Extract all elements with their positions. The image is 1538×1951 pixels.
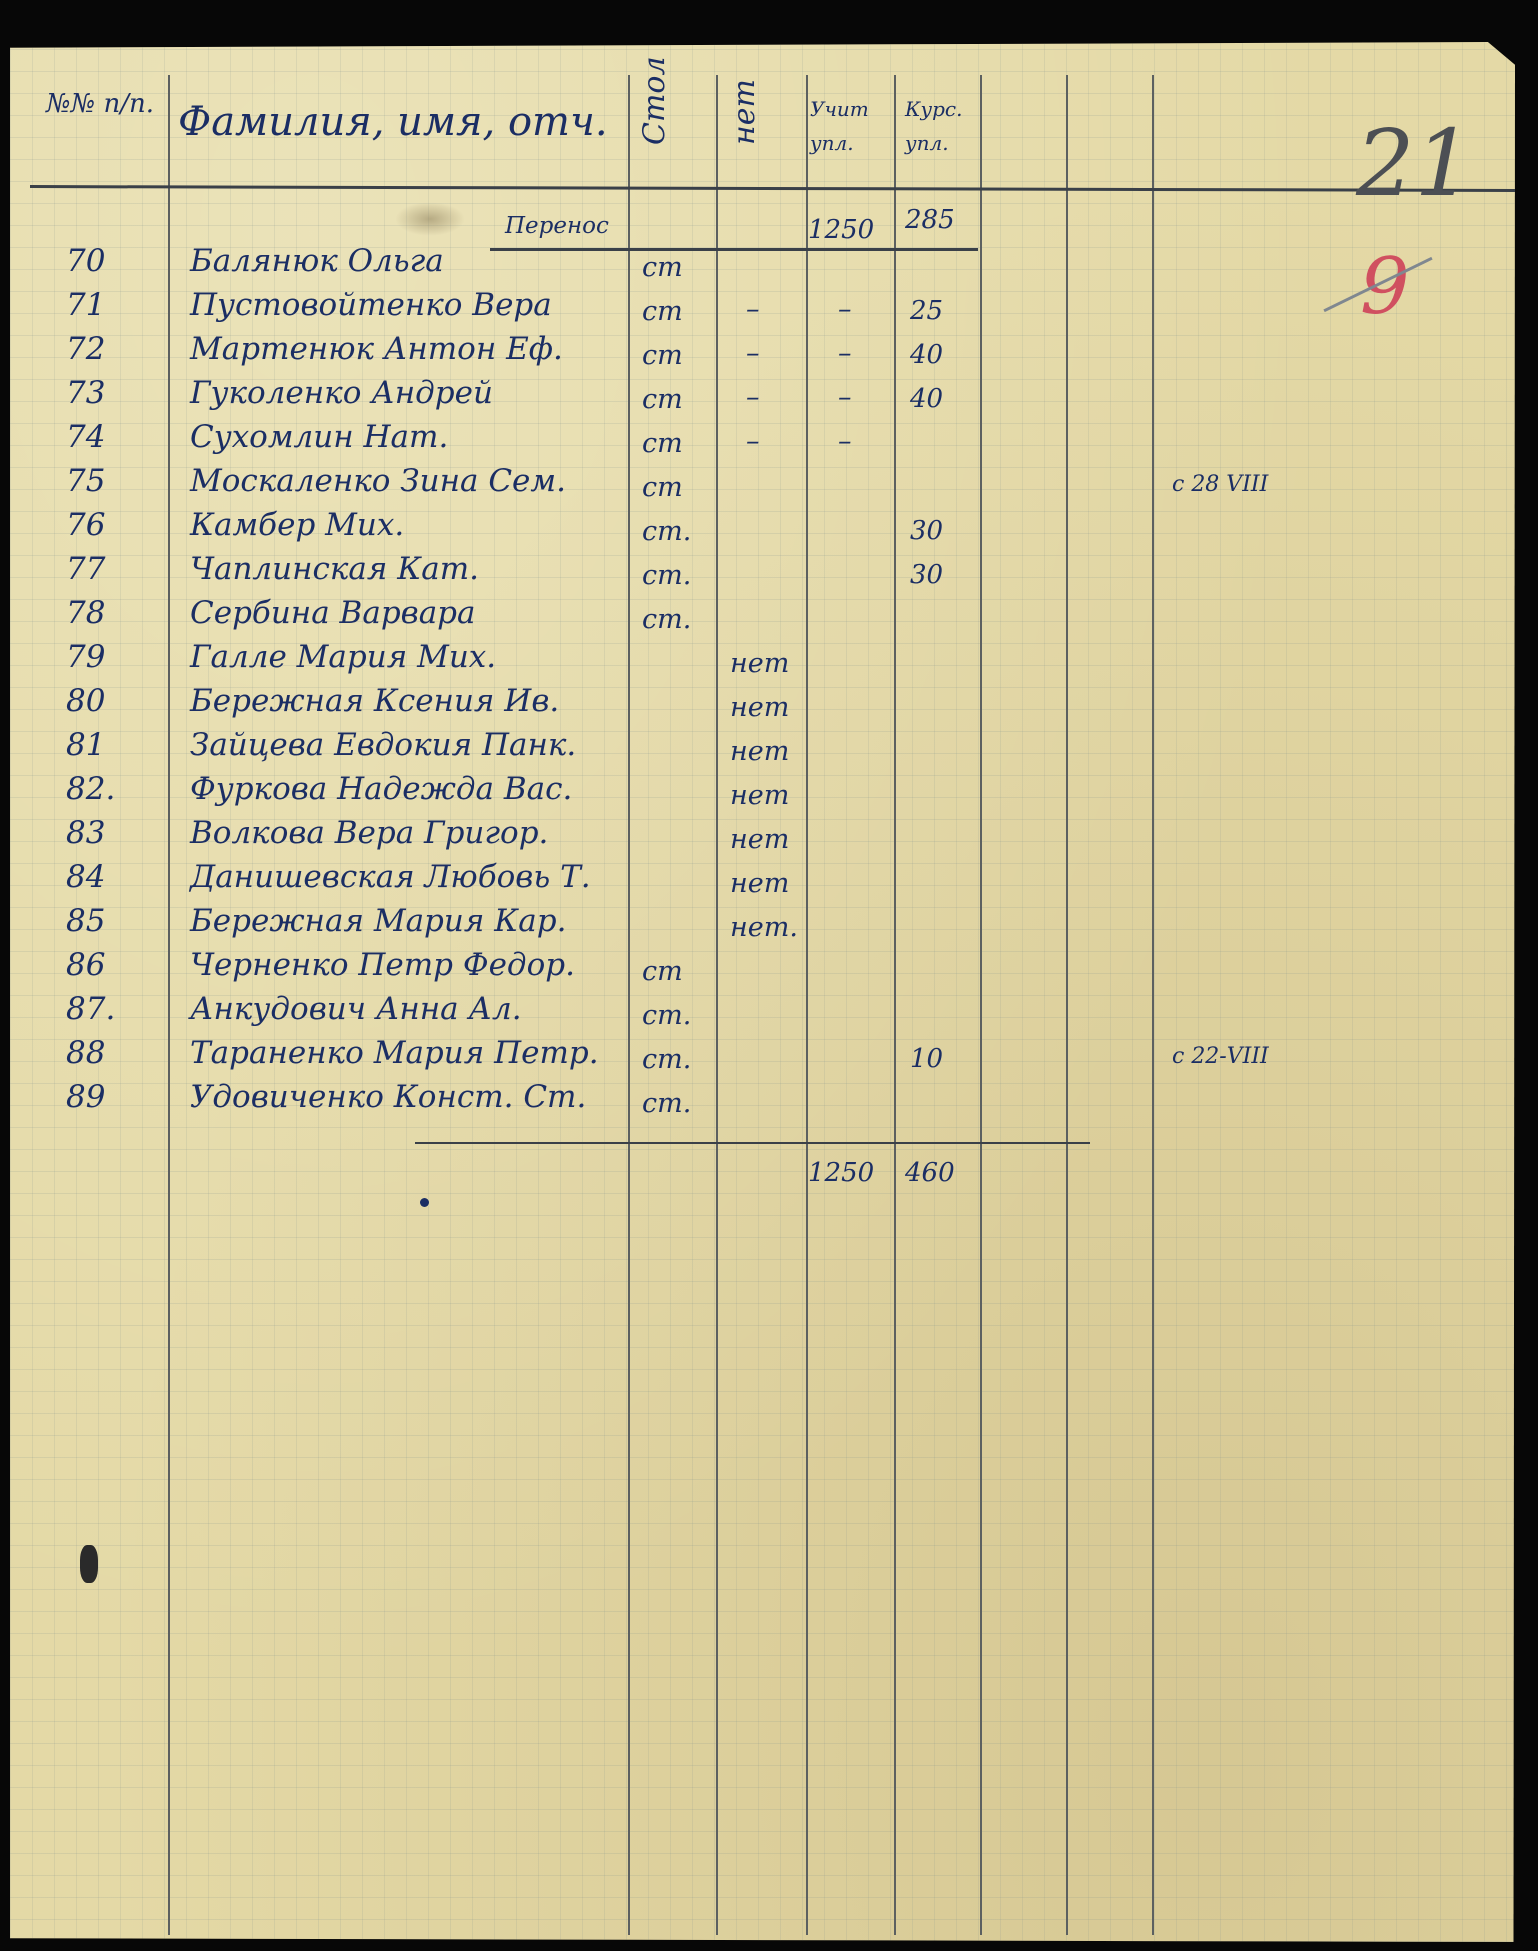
row-net: нет bbox=[730, 780, 790, 811]
row-name: Волкова Вера Григор. bbox=[190, 815, 549, 851]
table-row bbox=[0, 680, 1538, 724]
table-row bbox=[0, 372, 1538, 416]
row-amount: 40 bbox=[910, 384, 944, 414]
column-header-stol: Стол bbox=[637, 56, 672, 145]
row-stol: ст bbox=[642, 472, 683, 503]
page-number-red: 9 bbox=[1360, 242, 1410, 332]
table-row bbox=[0, 900, 1538, 944]
row-dash-net: – bbox=[746, 426, 760, 457]
table-row bbox=[0, 504, 1538, 548]
row-name: Москаленко Зина Сем. bbox=[190, 463, 566, 499]
row-name: Бережная Мария Кар. bbox=[190, 903, 567, 939]
row-amount: 25 bbox=[910, 296, 944, 326]
row-name: Гуколенко Андрей bbox=[190, 375, 493, 411]
row-number: 73 bbox=[66, 375, 106, 411]
row-stol: ст. bbox=[642, 1088, 692, 1119]
row-net: нет bbox=[730, 868, 790, 899]
row-name: Чаплинская Кат. bbox=[190, 551, 479, 587]
table-row bbox=[0, 944, 1538, 988]
column-header-number: №№ п/п. bbox=[46, 89, 154, 119]
row-dash-uch: – bbox=[838, 338, 852, 369]
row-name: Фуркова Надежда Вас. bbox=[190, 771, 573, 807]
table-row bbox=[0, 548, 1538, 592]
column-header-kurs: Курс. упл. bbox=[905, 97, 963, 155]
table-row bbox=[0, 592, 1538, 636]
row-name: Сухомлин Нат. bbox=[190, 419, 449, 455]
row-number: 79 bbox=[66, 639, 106, 675]
row-stol: ст bbox=[642, 384, 683, 415]
row-note: с 28 VIII bbox=[1172, 472, 1269, 497]
row-number: 84 bbox=[66, 859, 106, 895]
row-name: Пустовойтенко Вера bbox=[190, 287, 552, 323]
row-amount: 10 bbox=[910, 1044, 944, 1074]
row-name: Удовиченко Конст. Ст. bbox=[190, 1079, 587, 1115]
row-name: Камбер Мих. bbox=[190, 507, 405, 543]
table-row bbox=[0, 1076, 1538, 1120]
page-number: 21 bbox=[1356, 110, 1474, 217]
row-number: 87. bbox=[66, 991, 116, 1027]
row-number: 77 bbox=[66, 551, 106, 587]
row-number: 85 bbox=[66, 903, 106, 939]
row-stol: ст. bbox=[642, 516, 692, 547]
table-row bbox=[0, 812, 1538, 856]
row-number: 75 bbox=[66, 463, 106, 499]
row-stol: ст. bbox=[642, 1044, 692, 1075]
table-row bbox=[0, 856, 1538, 900]
table-row bbox=[0, 724, 1538, 768]
row-stol: ст bbox=[642, 340, 683, 371]
row-dash-uch: – bbox=[838, 294, 852, 325]
row-name: Данишевская Любовь Т. bbox=[190, 859, 591, 895]
table-row bbox=[0, 240, 1538, 284]
table-row bbox=[0, 1032, 1538, 1076]
carry-kurs: 285 bbox=[905, 205, 955, 235]
row-stol: ст. bbox=[642, 1000, 692, 1031]
row-name: Черненко Петр Федор. bbox=[190, 947, 575, 983]
table-row bbox=[0, 416, 1538, 460]
total-kurs: 460 bbox=[905, 1158, 955, 1188]
total-uch: 1250 bbox=[808, 1158, 875, 1188]
row-name: Галле Мария Мих. bbox=[190, 639, 497, 675]
row-dash-net: – bbox=[746, 382, 760, 413]
row-number: 78 bbox=[66, 595, 106, 631]
row-dash-net: – bbox=[746, 294, 760, 325]
row-stol: ст. bbox=[642, 560, 692, 591]
row-name: Тараненко Мария Петр. bbox=[190, 1035, 599, 1071]
row-amount: 40 bbox=[910, 340, 944, 370]
row-number: 71 bbox=[66, 287, 106, 323]
ink-stain bbox=[395, 202, 465, 236]
table-row bbox=[0, 328, 1538, 372]
row-number: 72 bbox=[66, 331, 106, 367]
carry-uch: 1250 bbox=[808, 215, 875, 245]
row-net: нет bbox=[730, 736, 790, 767]
row-number: 70 bbox=[66, 243, 106, 279]
table-row bbox=[0, 988, 1538, 1032]
row-name: Сербина Варвара bbox=[190, 595, 476, 631]
row-name: Бережная Ксения Ив. bbox=[190, 683, 560, 719]
row-number: 81 bbox=[66, 727, 106, 763]
row-dash-net: – bbox=[746, 338, 760, 369]
row-stol: ст bbox=[642, 956, 683, 987]
row-net: нет bbox=[730, 824, 790, 855]
column-header-net: нет bbox=[727, 79, 762, 145]
ink-dot bbox=[420, 1198, 429, 1207]
row-name: Балянюк Ольга bbox=[190, 243, 444, 279]
row-amount: 30 bbox=[910, 516, 944, 546]
row-net: нет bbox=[730, 648, 790, 679]
table-row bbox=[0, 768, 1538, 812]
column-header-name: Фамилия, имя, отч. bbox=[178, 99, 608, 145]
carry-label: Перенос bbox=[505, 213, 609, 239]
row-note: с 22-VIII bbox=[1172, 1044, 1269, 1069]
row-name: Зайцева Евдокия Панк. bbox=[190, 727, 577, 763]
row-stol: ст. bbox=[642, 604, 692, 635]
table-row bbox=[0, 284, 1538, 328]
row-number: 76 bbox=[66, 507, 106, 543]
row-number: 89 bbox=[66, 1079, 106, 1115]
row-name: Анкудович Анна Ал. bbox=[190, 991, 522, 1027]
punch-hole bbox=[80, 1545, 98, 1583]
row-number: 86 bbox=[66, 947, 106, 983]
table-row bbox=[0, 636, 1538, 680]
row-amount: 30 bbox=[910, 560, 944, 590]
column-header-uch: Учит упл. bbox=[810, 97, 869, 155]
row-number: 74 bbox=[66, 419, 106, 455]
row-number: 82. bbox=[66, 771, 116, 807]
row-name: Мартенюк Антон Еф. bbox=[190, 331, 563, 367]
table-row bbox=[0, 460, 1538, 504]
row-number: 80 bbox=[66, 683, 106, 719]
row-number: 83 bbox=[66, 815, 106, 851]
totals-rule bbox=[415, 1142, 1090, 1144]
row-number: 88 bbox=[66, 1035, 106, 1071]
row-stol: ст bbox=[642, 428, 683, 459]
row-stol: ст bbox=[642, 252, 683, 283]
row-net: нет bbox=[730, 692, 790, 723]
row-stol: ст bbox=[642, 296, 683, 327]
row-net: нет. bbox=[730, 912, 798, 943]
row-dash-uch: – bbox=[838, 426, 852, 457]
row-dash-uch: – bbox=[838, 382, 852, 413]
